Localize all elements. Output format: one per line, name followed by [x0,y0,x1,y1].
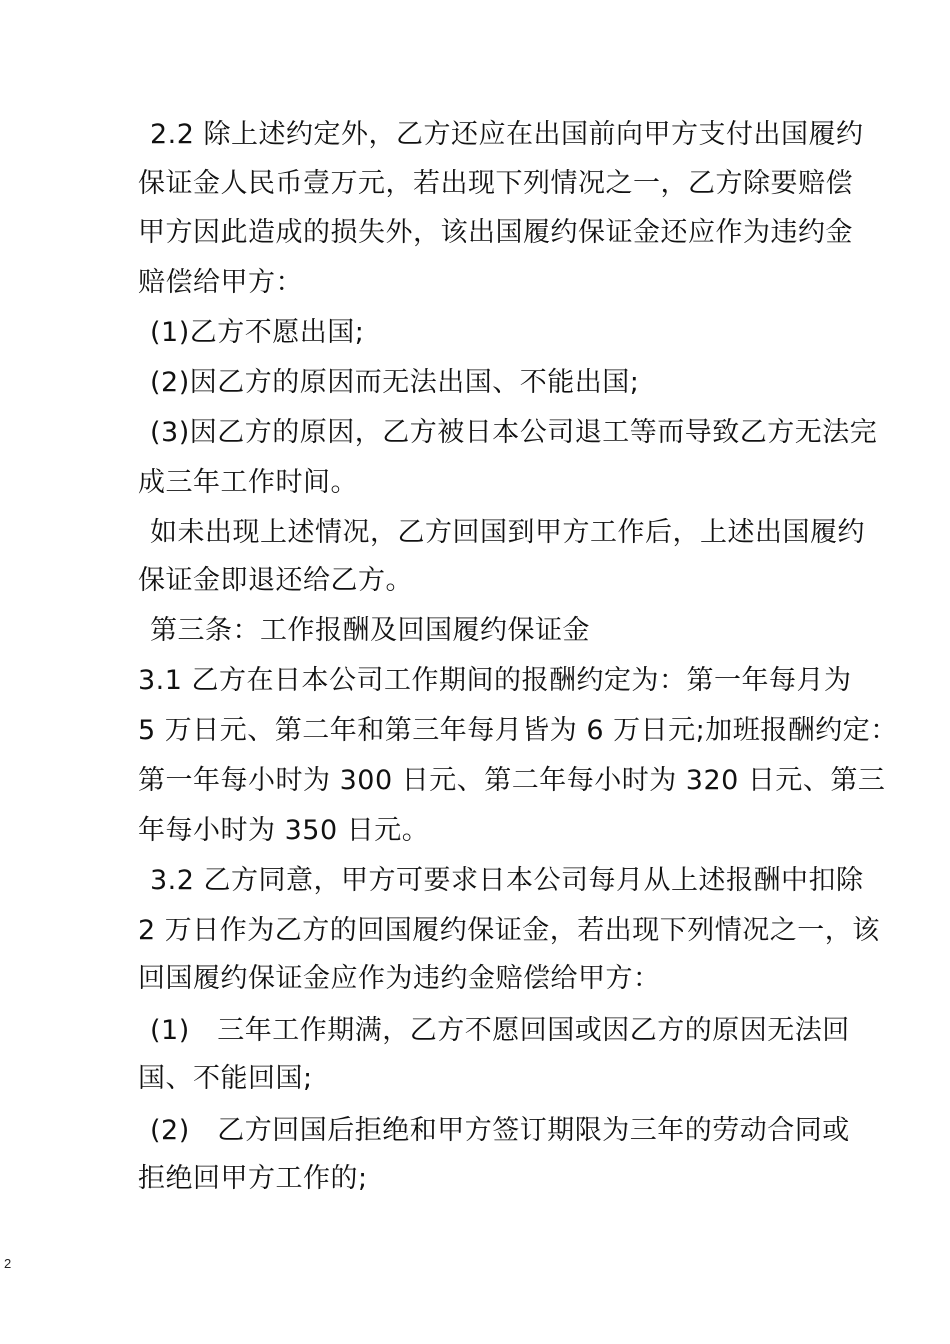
text-line-10: 保证金即退还给乙方。 [138,565,413,596]
text-line-5: (1)乙方不愿出国; [150,317,365,348]
text-line-19: (1) 三年工作期满，乙方不愿回国或因乙方的原因无法回 [150,1015,850,1046]
text-line-2: 保证金人民币壹万元，若出现下列情况之一，乙方除要赔偿 [138,168,853,199]
text-line-13: 5 万日元、第二年和第三年每月皆为 6 万日元;加班报酬约定： [138,715,898,746]
text-line-3: 甲方因此造成的损失外，该出国履约保证金还应作为违约金 [138,217,853,248]
text-line-9: 如未出现上述情况，乙方回国到甲方工作后，上述出国履约 [150,517,865,548]
text-line-17: 2 万日作为乙方的回国履约保证金，若出现下列情况之一，该 [138,915,880,946]
text-line-22: 拒绝回甲方工作的; [138,1163,368,1194]
text-line-12: 3.1 乙方在日本公司工作期间的报酬约定为：第一年每月为 [138,665,852,696]
text-line-7: (3)因乙方的原因，乙方被日本公司退工等而导致乙方无法完 [150,417,878,448]
text-line-21: (2) 乙方回国后拒绝和甲方签订期限为三年的劳动合同或 [150,1115,850,1146]
text-line-15: 年每小时为 350 日元。 [138,815,430,846]
text-line-6: (2)因乙方的原因而无法出国、不能出国; [150,367,640,398]
text-line-20: 国、不能回国; [138,1063,313,1094]
text-line-1: 2.2 除上述约定外，乙方还应在出国前向甲方支付出国履约 [150,119,864,150]
text-line-18: 回国履约保证金应作为违约金赔偿给甲方： [138,963,661,994]
text-line-4: 赔偿给甲方： [138,267,303,298]
article-heading: 第三条：工作报酬及回国履约保证金 [150,615,590,646]
text-line-14: 第一年每小时为 300 日元、第二年每小时为 320 日元、第三 [138,765,886,796]
page-number: 2 [4,1256,12,1271]
text-line-8: 成三年工作时间。 [138,467,358,498]
text-line-16: 3.2 乙方同意，甲方可要求日本公司每月从上述报酬中扣除 [150,865,864,896]
